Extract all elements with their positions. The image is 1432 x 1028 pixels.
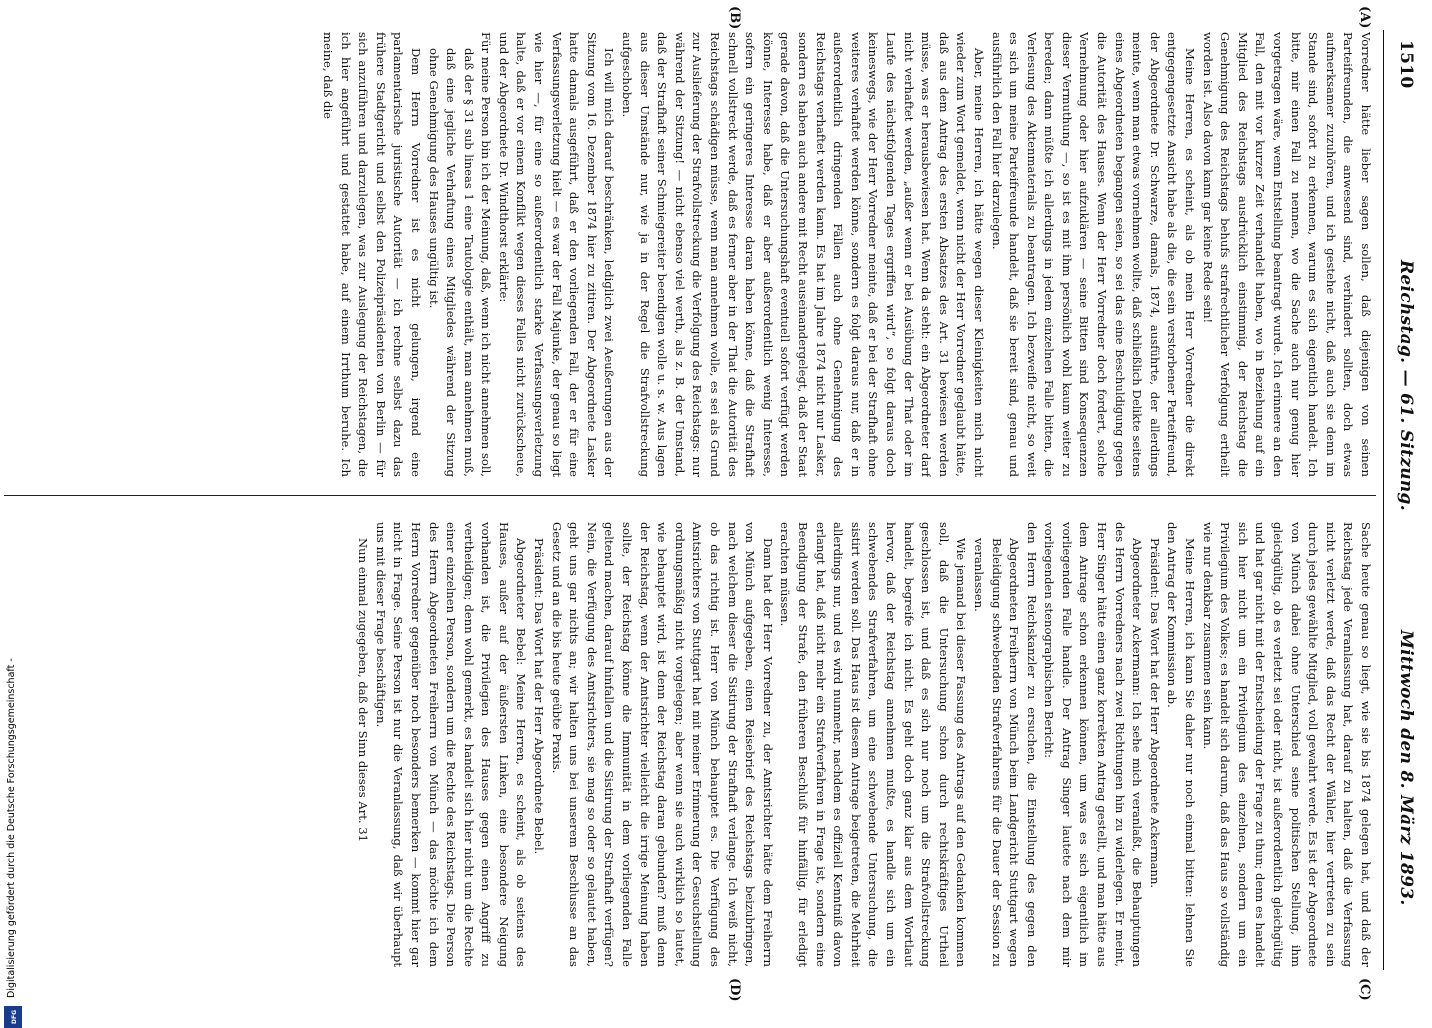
- dfg-logo-icon: [4, 1006, 22, 1028]
- paragraph: Aber, meine Herren, ich hätte wegen dieser Kleinigkeiten mich nicht wieder zum Wort gemeldet, wenn nicht der Herr Vorredner geglaubt hätte, daß aus dem Antrag des ersten Absatzes des Art. 31 bewiesen werden müsse, was er herausbewiesen hat. Wenn da steht: ein Abgeordneter darf nicht verhaftet werden, „außer wenn er bei Ausübung der That oder im Laufe des nächstfolgenden Tages ergriffen wird“, so folgt daraus doch keineswegs, wie der Herr Vorredner meinte, daß er bei der Strafhaft ohne weiteres verhaftet werden könne, sondern es folgt daraus nur, daß er in außerordentlich dringenden Fällen auch ohne Genehmigung des Reichstags verhaftet werden kann. Es hat im Jahre 1874 nicht nur Lasker, sondern es haben auch andere mit Recht auseinandergelegt, daß der Staat gerade davon, daß die Untersuchungshaft eventuell sofort verfügt werden könne, Interesse habe, daß er aber außerordentlich wenig Interesse, sofern ein geringeres Interesse daran haben könne, daß die Strafhaft schnell vollstreckt werde, daß es ferner aber in der That die Autorität des Reichstags schädigen müsse, wenn man annehmen wolle, es sei als Grund zur Auslieferung der Strafvollstreckung die Verfolgung des Reichstags: nur während der Sitzung! — nicht ebenso viel werth, als z. B. der Umstand, daß der Strafhaft seiner Schmiegereiter beendigen wolle u. s. w. Aus lagen aus dieser Umstände nur, wie ja in der Regel die Strafvollstreckung aufgeschoben.: [620, 32, 986, 477]
- paragraph: Dann hat der Herr Vorredner zu, der Amtsrichter hätte dem Freiherrn von Münch aufgegeben, einen Reisebrief des Reichstags beizubringen, nach welchem dieser die Sistirung der Strafhaft verlange. Ich weiß nicht, ob das richtig ist. Herr von Münch behauptet es. Die Verfügung des Amtsrichters von Stuttgart hat mit meiner Erinnerung der Gesuchstellung ordnungsmäßig nicht vorgelegen; aber wenn sie auch wirklich so lautet, wie behauptet wird, ist denn der Reichstag daran gebunden? muß denn der Reichstag, wenn der Amtsrichter vielleicht die irrige Meinung haben sollte, der Reichstag könne die Immunität in dem vorliegenden Falle geltend machen, darauf hinfallen und die Sistirung der Strafhaft verfügen? Nein, die Verfügung des Amtsrichters, sie mag so oder so gelautet haben, geht uns gar nichts an; wir halten uns bei unserem Beschlusse an das Gesetz und an die bis heute geübte Praxis.: [549, 522, 775, 967]
- speaker-paragraph: Präsident: Das Wort hat der Herr Abgeordnete Ackermann.: [1147, 538, 1162, 889]
- running-title: Reichstag. — 61. Sitzung.: [1396, 260, 1416, 511]
- paragraph: Meine Herren, es scheint, als ob mein Herr Vorredner die direkt entgegengesetzte Ansicht habe als die, die sein verstorbener Parteifreund, der Abgeordnete Dr. Schwarze, damals, 1874, ausführte, der allerdings meinte, wenn man etwas vornehmen wollte, daß schließlich Delikte seitens eines Abgeordneten begangen seien, so sei das eine Beschuldigung gegen die Autorität des Hauses. Wenn der Herr Vorredner doch fordert, solche Vernehmung oder hier aufzuklären — seine Bitten sind Konsequenzen dieser Vermuthung —, so ist es mit ihm persönlich wohl kaum weiter zu bereden; dann müßte ich allerdings in jedem einzelnen Falle bitten, die Verlesung des Aktenmaterials zu beantragen. Ich bezweifle nicht, so weit es sich um meine Parteifreunde handelt, daß sie bereit sind, genau und ausführlich den Fall hier darzulegen.: [989, 32, 1198, 477]
- margin-mark-c: (C): [1357, 978, 1372, 1001]
- digitization-credit: [4, 560, 28, 1025]
- margin-mark-b: (B): [727, 6, 742, 30]
- speaker-paragraph: Präsident: Das Wort hat der Herr Abgeordnete Bebel.: [532, 538, 547, 855]
- quotation: Für meine Person bin ich der Meinung, daß, wenn ich nicht annehmen soll, daß der § 31 sub lineas 1 eine Tautologie enthält, man annehmen muß, daß eine jegliche Verhaftung eines Mitgliedes während der Sitzung ohne Genehmigung des Hauses ungültig ist.: [426, 32, 494, 477]
- margin-mark-d: (D): [727, 978, 742, 1002]
- paragraph: Meine Herren, ich kann Sie daher nur noch einmal bitten: lehnen Sie den Antrag der Kommission ab.: [1165, 522, 1198, 967]
- column-divider: [4, 495, 1376, 496]
- paragraph: Nun einmal zugegeben, daß der Sinn dieses Art. 31: [356, 538, 371, 843]
- speaker-paragraph: Abgeordneter Bebel: Meine Herren, es scheint, als ob seitens des Hauses, außer auf der äußersten Linken, eine besondere Neigung vorhanden ist, die Privilegien des Hauses gegen einen Angriff zu vertheidigen; denn wohl gemerkt, es handelt sich hier nicht um die Rechte einer einzelnen Person, sondern um die Rechte des Reichstags. Die Person des Herrn Abgeordneten Freiherrn von Münch — das möchte ich dem Herrn Vorredner gegenüber noch besonders bemerken — kommt hier gar nicht in Frage. Seine Person ist nur die Veranlassung, daß wir überhaupt uns mit dieser Frage beschäftigen.: [373, 522, 529, 967]
- page-number: 1510: [1396, 40, 1416, 89]
- paragraph: Ich will mich darauf beschränken, lediglich zwei Aeußerungen aus der Sitzung vom 16. Dezember 1874 hier zu zitiren. Der Abgeordnete Lasker hatte damals ausgeführt, daß er den vorliegenden Fall, der er für eine Verfassungsverletzung hielt — es war der Fall Majunke, der genau so liegt wie hier —, für eine so außerordentlich starke Verfassungsverletzung halte, daß er vor einem Konflikt wegen dieses Falles nicht zurückscheue, und der Abgeordnete Dr. Windthorst erklärte:: [496, 32, 617, 477]
- paragraph: Wie jemand bei dieser Fassung des Antrags auf den Gedanken kommen soll, daß die Untersuchung schon durch rechtskräftiges Urtheil geschlossen ist, und daß es sich nur noch um die Strafvollstreckung handelt, begreife ich nicht. Es geht doch ganz klar aus dem Wortlaut hervor, daß der Reichstag annehmen mußte, es handle sich um ein schwebendes Strafverfahren, um eine schwebende Untersuchung, die sistirt werden soll. Das Haus ist diesem Antrage beigetreten, die Mehrheit allerdings nur, und es wird nunmehr, nachdem es offiziell Kenntniß davon erlangt hat, daß nicht mehr ein Strafverfahren in Frage ist, sondern eine Beendigung der Strafe, den früheren Beschluß für hinfällig, für erledigt erachten müssen.: [778, 522, 969, 967]
- left-column: [4, 32, 1374, 477]
- logo-text: DFG: [11, 1009, 18, 1025]
- page-header: [1388, 30, 1416, 970]
- header-rule: [1383, 30, 1384, 970]
- digitization-note: Digitalisierung gefördert durch die Deutsche Forschungsgemeinschaft -: [6, 658, 17, 998]
- quotation: den Herrn Reichskanzler zu ersuchen, die Einstellung des gegen den Abgeordneten Freiherrn von Münch beim Landgericht Stuttgart wegen Beleidigung schwebenden Strafverfahrens für die Dauer der Session zu veranlassen.: [971, 522, 1039, 967]
- paragraph: Sache heute genau so liegt, wie sie bis 1874 gelegen hat, und daß der Reichstag jede Veranlassung hat, darauf zu halten, daß die Verfassung nicht verletzt werde, daß das Recht der Wähler, hier vertreten zu sein durch jedes gewählte Mitglied, voll gewahrt werde. Es ist der Abgeordnete von Münch dabei ohne Unterschied seine politischen Stellung, ihm gleichgültig, ob es verletzt sei oder nicht, ist außerordentlich gleichgültig und hat gar nicht mit der Entscheidung der Frage zu thun; denn es handelt sich hier nicht um ein Privilegium des einzelnen, sondern um ein Privilegium des Volkes; es handelt sich darum, daß das Haus so vollständig wie nur denkbar zusammen sein kann.: [1200, 522, 1373, 967]
- speaker-paragraph: Abgeordneter Ackermann: Ich sehe mich veranlaßt, die Behauptungen des Herrn Vorredners nach zwei Richtungen hin zu widerlegen. Er meint, Herr Singer hätte einen ganz korrekten Antrag gestellt, und man hätte aus dem Antrage schon erkennen können, um was es sich eigentlich im vorliegenden Falle handle. Der Antrag Singer lautete nach dem mir vorliegenden stenographischen Bericht:: [1042, 522, 1145, 967]
- margin-mark-a: (A): [1357, 6, 1372, 29]
- session-date: Mittwoch den 8. März 1893.: [1396, 630, 1416, 906]
- right-column: [4, 522, 1374, 967]
- paragraph: Vorredner hätte lieber sagen sollen, daß diejenigen von seinen Parteifreunden, die anwesend sind, verhindert sollten, doch etwas aufmerksamer zuzuhören, und ich gestehe nicht, daß auch sie denn im Stande sind, sofort zu erkennen, warum es sich eigentlich handelt. Ich bitte, mir einen Fall zu nennen, wo die Sache auch nur genug hier vorgetragen wäre, wenn Entstellung beantragt wurde. Ich erinnere an den Fall, den mit vor kurzer Zeit verhandelt haben, wo in Beziehung auf ein Mitglied des Reichstags ausdrücklich einstimmig, der Reichstag die Genehmigung des Reichstags behufs strafrechtlicher Verfolgung ertheilt worden ist. Also davon kann gar keine Rede sein!: [1200, 32, 1373, 477]
- paragraph: Dem Herrn Vorredner ist es nicht gelungen, irgend eine parlamentarische juristische Autorität — ich rechne selbst dazu das frühere Stadtgericht und selbst den Polizeipräsidenten von Berlin — für sich anzuführen und darzulegen, was zur Auslegung der Reichstagen, die ich hier angeführt und gestattet habe, auf einem Irrthum beruhe. Ich meine, daß die: [320, 32, 423, 477]
